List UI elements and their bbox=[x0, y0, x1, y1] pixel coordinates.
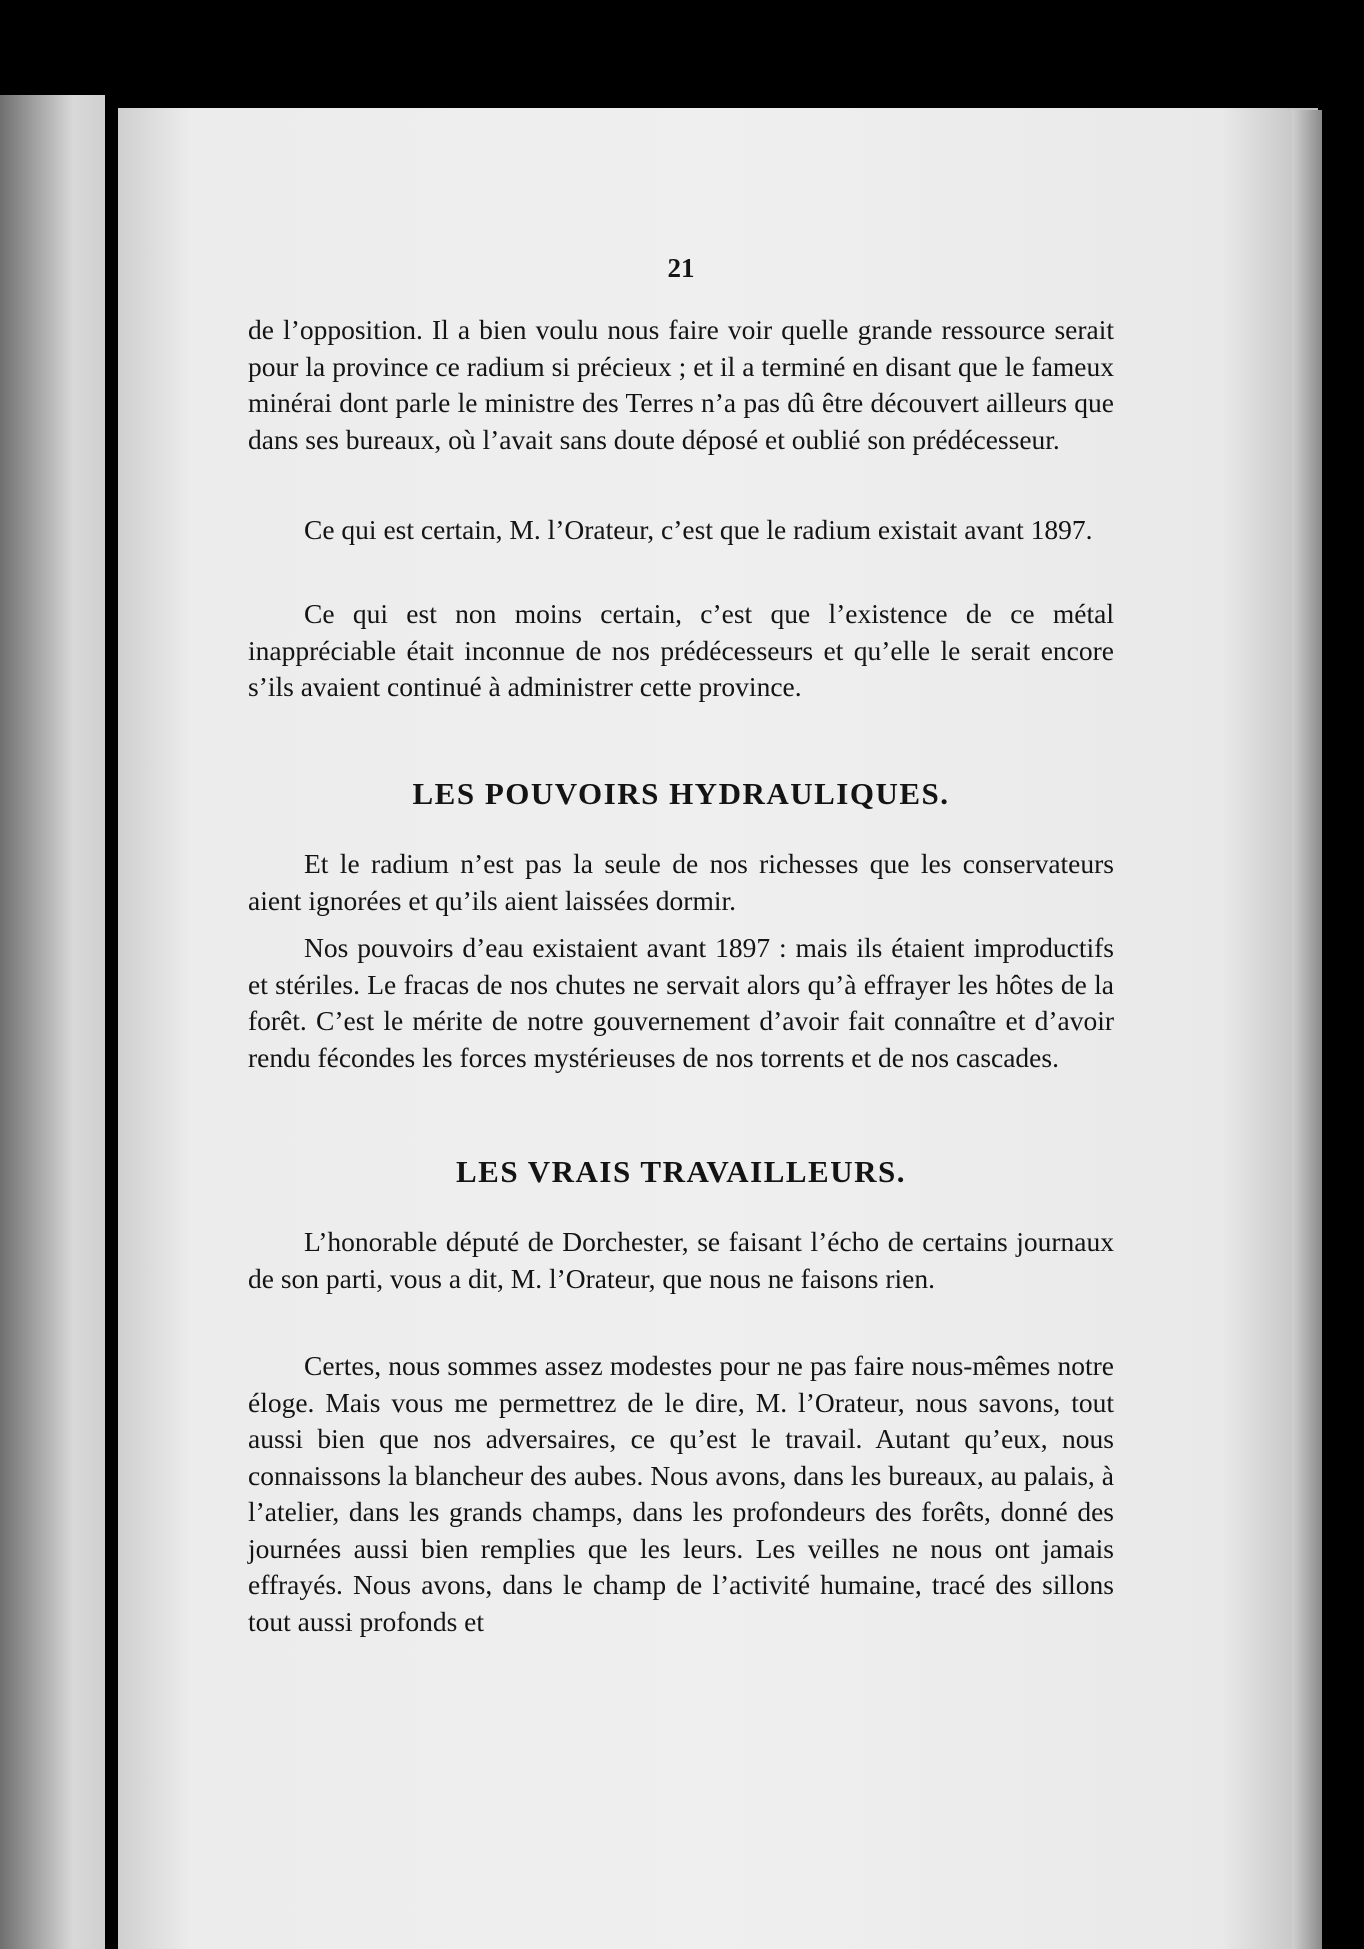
paragraph-riches-ignored: Et le radium n’est pas la seule de nos richesses que les conservateurs aient ignorées et qu’ils aient laissées dormir. bbox=[248, 848, 1114, 916]
paragraph-dorchester-deputy: L’honorable député de Dorchester, se faisant l’écho de certains journaux de son parti, vous a dit, M. l’Orateur, que nous ne faisons rien. bbox=[248, 1226, 1114, 1294]
section-heading-true-workers: LES VRAIS TRAVAILLEURS. bbox=[455, 1154, 907, 1189]
paragraph-radium-unknown: Ce qui est non moins certain, c’est que l’existence de ce métal inappréciable était inconnue de nos prédécesseurs et qu’elle le serait encore s’ils avaient continué à administrer cette province. bbox=[248, 598, 1114, 702]
paragraph-radium-existed: Ce qui est certain, M. l’Orateur, c’est que le radium existait avant 1897. bbox=[304, 514, 1093, 545]
page-edge-shadow bbox=[1292, 110, 1322, 1949]
facing-page-edge bbox=[0, 95, 105, 1949]
paragraph-modest-work: Certes, nous sommes assez modestes pour ne pas faire nous-mêmes notre éloge. Mais vous me permettrez de le dire, M. l’Orateur, nous savons, tout aussi bien que nos adversaires, ce qu’est le travail. Autant qu’eux, nous connaissons la blancheur des aubes. Nous avons, dans les bureaux, au palais, à l’atelier, dans les grands champs, dans les profondeurs des forêts, donné des journées aussi bien remplies que les leurs. Les veilles ne nous ont jamais effrayés. Nous avons, dans le champ de l’activité humaine, tracé des sillons tout aussi profonds et bbox=[248, 1350, 1114, 1637]
paragraph-water-powers: Nos pouvoirs d’eau existaient avant 1897 : mais ils étaient improductifs et stériles. Le fracas de nos chutes ne servait alors qu’à effrayer les hôtes de la forêt. C’est le mérite de notre gouvernement d’avoir fait connaître et d’avoir rendu fécondes les forces mystérieuses de nos torrents et de nos cascades. bbox=[248, 932, 1114, 1073]
paragraph-opposition: de l’opposition. Il a bien voulu nous faire voir quelle grande ressource serait pour la province ce radium si précieux ; et il a terminé en disant que le fameux minérai dont parle le ministre des Terres n’a pas dû être découvert ailleurs que dans ses bureaux, où l’avait sans doute déposé et oublié son prédécesseur. bbox=[248, 314, 1114, 455]
page-number: 21 bbox=[667, 253, 695, 283]
section-heading-hydraulic-powers: LES POUVOIRS HYDRAULIQUES. bbox=[412, 776, 950, 811]
